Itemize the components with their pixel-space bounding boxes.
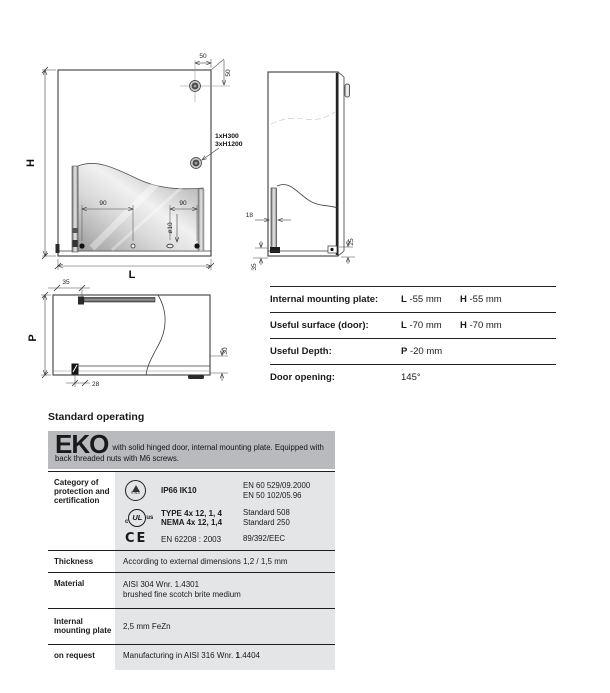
plate-bolt [194, 243, 199, 248]
ul-standard: Standard 508 [243, 508, 290, 517]
ul-prefix: c [125, 518, 129, 525]
table-row [270, 364, 556, 390]
product-header [48, 431, 335, 469]
cert-line-ip [125, 480, 331, 501]
dim-key: P [401, 346, 408, 357]
dim-value: -20 mm [409, 346, 443, 357]
dim-plate-left-90: 90 [99, 200, 107, 207]
row-label: Useful Depth: [270, 346, 332, 357]
hinge-mark [56, 244, 60, 253]
ul-cert-icon [125, 509, 153, 527]
certification-row [48, 471, 335, 550]
dim-hole-diameter: ø10 [167, 222, 174, 234]
dim-plate-right-90: 90 [179, 200, 187, 207]
specification-table [48, 431, 335, 670]
material-line: brushed fine scotch brite medium [123, 590, 241, 599]
mounting-plate-side [271, 188, 277, 249]
dim-label-p: P [27, 334, 39, 342]
dim-right-50: 50 [225, 69, 232, 77]
row-label: Internal mounting plate [48, 609, 115, 644]
ul-core: UL [128, 509, 146, 527]
table-row [270, 286, 556, 312]
plate-left-channel [72, 166, 78, 252]
nema-type: NEMA 4x 12, 1,4 [161, 517, 223, 527]
ip-standard: EN 60 529/09.2000 [243, 481, 311, 490]
mounting-hole-icon [190, 81, 201, 92]
dim-key: H [460, 320, 467, 331]
cert-line-ce [125, 531, 331, 546]
row-value [115, 645, 335, 670]
dim-right-30: 30 [222, 347, 229, 355]
row-label: Thickness [48, 551, 115, 572]
dim-bottom-28: 28 [92, 381, 100, 388]
section-heading: Standard operating [48, 411, 145, 423]
dim-label-h: H [25, 159, 37, 167]
dim-value: 145° [401, 372, 421, 383]
dim-plate-18: 18 [245, 212, 253, 219]
row-label: Door opening: [270, 372, 335, 383]
enclosure-foot [188, 375, 204, 379]
dim-value: -70 mm [469, 320, 502, 331]
plate-slot [167, 244, 173, 248]
table-row [270, 338, 556, 364]
row-label: Material [48, 573, 115, 608]
hole-note-line2: 3xH1200 [215, 141, 243, 148]
ce-norm: EN 62208 : 2003 [161, 534, 222, 544]
ul-type: TYPE 4x 12, 1, 4 [161, 508, 222, 518]
value-segment: Manufacturing in AISI 316 Wnr. [123, 651, 236, 660]
mounting-plate-top [84, 298, 155, 303]
dim-bottom-right-25: 25 [348, 238, 355, 246]
dim-top-50: 50 [199, 53, 207, 60]
table-row [270, 312, 556, 338]
value-segment: .4404 [239, 651, 260, 660]
hole-note-line1: 1xH300 [215, 133, 239, 140]
rina-cert-icon [125, 480, 146, 501]
dim-value: -55 mm [409, 294, 442, 305]
plate-hole [131, 244, 135, 248]
dim-key: L [401, 320, 407, 331]
side-view-drawing [246, 72, 355, 271]
plate-bolt [79, 243, 84, 248]
row-value: 2,5 mm FeZn [115, 609, 335, 644]
product-name: EKO [55, 429, 109, 459]
ul-standard: Standard 250 [243, 517, 290, 527]
spec-row-material [48, 572, 335, 608]
row-label: Useful surface (door): [270, 320, 369, 331]
spec-row-mounting-plate [48, 608, 335, 644]
ce-mark-icon: CE [125, 531, 148, 546]
dim-value: -55 mm [469, 294, 502, 305]
spec-row-thickness [48, 550, 335, 572]
row-label: on request [48, 645, 115, 670]
material-line: AISI 304 Wnr. 1.4301 [123, 580, 200, 589]
row-value [115, 573, 335, 608]
front-view-drawing [25, 53, 243, 281]
spec-row-on-request [48, 644, 335, 670]
dimensions-table [270, 286, 556, 390]
rina-label: RINA [130, 491, 141, 496]
ce-directive: 89/392/EEC [243, 534, 286, 544]
product-description: with solid hinged door, internal mounting plate. Equipped with back threaded nuts with M6 screws. [55, 443, 324, 463]
mounting-hole-icon [191, 158, 202, 169]
dim-label-l: L [128, 269, 136, 281]
ip-standard: EN 50 102/05.96 [243, 490, 302, 500]
ip-rating: IP66 IK10 [161, 486, 197, 495]
row-label: Internal mounting plate: [270, 294, 379, 305]
ul-suffix: us [146, 514, 154, 521]
row-label: Category of protection and certification [48, 472, 115, 550]
value-segment: 1 [235, 651, 240, 660]
top-view-drawing [27, 279, 229, 388]
door-hinge [345, 84, 350, 97]
dim-key: H [460, 294, 467, 305]
dim-key: L [401, 294, 407, 305]
row-value: According to external dimensions 1,2 / 1,5 mm [115, 551, 335, 572]
dim-value: -70 mm [409, 320, 442, 331]
dim-bottom-left-35: 35 [251, 263, 258, 271]
dim-left-35: 35 [62, 279, 70, 286]
cert-line-ul [125, 508, 331, 527]
